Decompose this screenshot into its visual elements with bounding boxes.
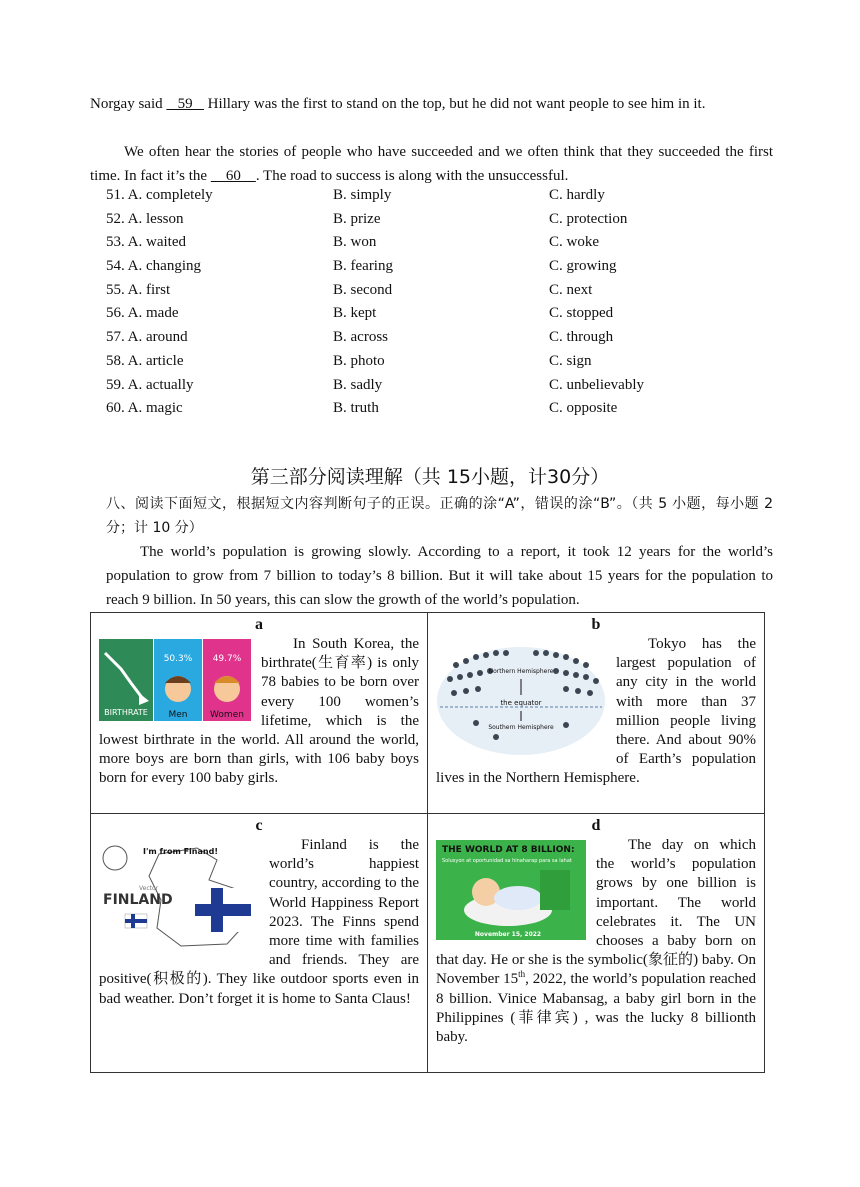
southern-label: Southern Hemisphere — [488, 724, 554, 731]
cell-c-body: Finland is the world’s happiest country, according to the World Happiness Report 2023. The Finns spend more time with families and friends. They are positive(积极的). They like outdoor sports even in bad weather. Don’t forget it is home to Santa Claus! — [99, 837, 419, 1007]
finland-image — [99, 840, 259, 950]
option-c: C. hardly — [549, 187, 605, 203]
cell-a-text: In South Korea, the birthrate(生育率) is only 78 babies to be born over every 100 women’s lifetime, which is the lowest birthrate in the world. All around the world, more boys are born than girls, with 106 baby boys born for every 100 baby girls. — [99, 636, 419, 787]
equator-label: the equator — [500, 699, 542, 707]
option-b: B. fearing — [333, 258, 393, 275]
option-row — [106, 211, 706, 235]
option-c: C. protection — [549, 210, 628, 227]
option-b: B. simply — [333, 187, 392, 203]
option-a: 53. A. waited — [106, 234, 186, 251]
passage-paragraph-2 — [90, 140, 773, 188]
world-8-billion-image — [436, 840, 586, 940]
passage-text: Hillary was the first to stand on the top, but he did not want people to see him in it. — [203, 96, 706, 112]
cell-d-body: The day on which the world’s population grows by one billion is important. The world celebrates it. The UN chooses a baby born on that day. He or she is the symbolic(象征的) baby. On November 15 — [436, 837, 756, 988]
blank-59: 59 — [166, 96, 204, 112]
cell-label: c — [255, 817, 263, 834]
option-a: 55. A. first — [106, 281, 171, 298]
option-c: C. growing — [549, 258, 617, 275]
vector-watermark: Vector — [139, 885, 159, 892]
poster-date: November 15, 2022 — [474, 931, 542, 938]
option-b: B. sadly — [333, 376, 383, 393]
men-percent: 50.3% — [163, 654, 193, 664]
superscript: th — [518, 969, 526, 980]
world-population-image — [436, 639, 606, 757]
option-a: 56. A. made — [106, 305, 179, 322]
speech-bubble: I'm from Finand! — [143, 847, 218, 856]
options-list — [106, 187, 706, 424]
cell-b-text: Tokyo has the largest population of any city in the world with more than 37 million people living there. And about 90% of Earth’s population lives in the Northern Hemisphere. — [436, 636, 756, 787]
passage-text: We often hear the stories of people who have succeeded and we often think that they succeeded the first time. In fact it’s the — [90, 144, 773, 184]
option-c: C. sign — [549, 352, 592, 369]
option-a: 54. A. changing — [106, 258, 201, 275]
option-b: B. second — [333, 281, 393, 298]
birthrate-caption: BIRTHRATE — [104, 708, 148, 717]
women-percent: 49.7% — [212, 654, 242, 664]
option-row — [106, 353, 706, 377]
option-row — [106, 329, 706, 353]
option-a: 57. A. around — [106, 329, 188, 346]
women-label: Women — [210, 710, 244, 720]
cell-b — [428, 613, 765, 814]
option-a: 58. A. article — [106, 352, 184, 369]
option-b: B. won — [333, 234, 377, 251]
option-a: 59. A. actually — [106, 376, 194, 393]
section-title: 第三部分阅读理解（共 15小题，计30分） — [250, 466, 610, 488]
intro-paragraph: The world’s population is growing slowly. According to a report, it took 12 years for the world’s population to grow from 7 billion to today’s 8 billion. But it will take about 15 years for the population to reach 9 billion. In 50 years, this can slow the growth of the world’s population. — [106, 544, 773, 608]
cell-c — [91, 814, 428, 1073]
option-a: 60. A. magic — [106, 400, 183, 417]
blank-60: 60 — [210, 168, 256, 184]
finland-name: FINLAND — [103, 892, 173, 908]
option-c: C. opposite — [549, 400, 618, 417]
option-b: B. kept — [333, 305, 377, 322]
cell-d-body: , 2022, the world’s population reached 8 billion. Vinice Mabansag, a baby girl born in the Philippines (菲律宾) , was the lucky 8 billionth baby. — [436, 971, 756, 1046]
option-c: C. next — [549, 281, 593, 298]
option-b: B. prize — [333, 210, 381, 227]
option-row — [106, 258, 706, 282]
option-c: C. woke — [549, 234, 599, 251]
section-instruction: 八、阅读下面短文，根据短文内容判断句子的正误。正确的涂“A”，错误的涂“B”。（共 5 小题，每小题 2 分；计 10 分） — [106, 496, 773, 536]
northern-label: Northern Hemisphere — [488, 668, 554, 675]
option-b: B. across — [333, 329, 388, 346]
birthrate-image — [99, 639, 251, 721]
cell-label: a — [255, 616, 263, 633]
option-c: C. stopped — [549, 305, 614, 322]
poster-title: THE WORLD AT 8 BILLION: — [442, 845, 575, 855]
poster-subtitle: Solusyon at oportunidad sa hinaharap para sa lahat — [442, 858, 572, 864]
option-row — [106, 377, 706, 401]
option-b: B. photo — [333, 352, 385, 369]
option-row — [106, 187, 706, 211]
option-row — [106, 234, 706, 258]
option-c: C. unbelievably — [549, 376, 644, 393]
cell-label: d — [591, 817, 601, 834]
option-row — [106, 282, 706, 306]
option-row — [106, 400, 706, 424]
option-c: C. through — [549, 329, 614, 346]
passage-text: . The road to success is along with the unsuccessful. — [255, 168, 569, 184]
passage-text: Norgay said — [90, 96, 167, 112]
option-row — [106, 305, 706, 329]
men-label: Men — [168, 710, 188, 720]
info-grid — [90, 612, 765, 1073]
cell-d — [428, 814, 765, 1073]
option-a: 51. A. completely — [106, 187, 213, 203]
cell-a — [91, 613, 428, 814]
option-b: B. truth — [333, 400, 379, 417]
cell-label: b — [591, 616, 601, 633]
passage-line-1 — [90, 92, 773, 116]
option-a: 52. A. lesson — [106, 210, 184, 227]
